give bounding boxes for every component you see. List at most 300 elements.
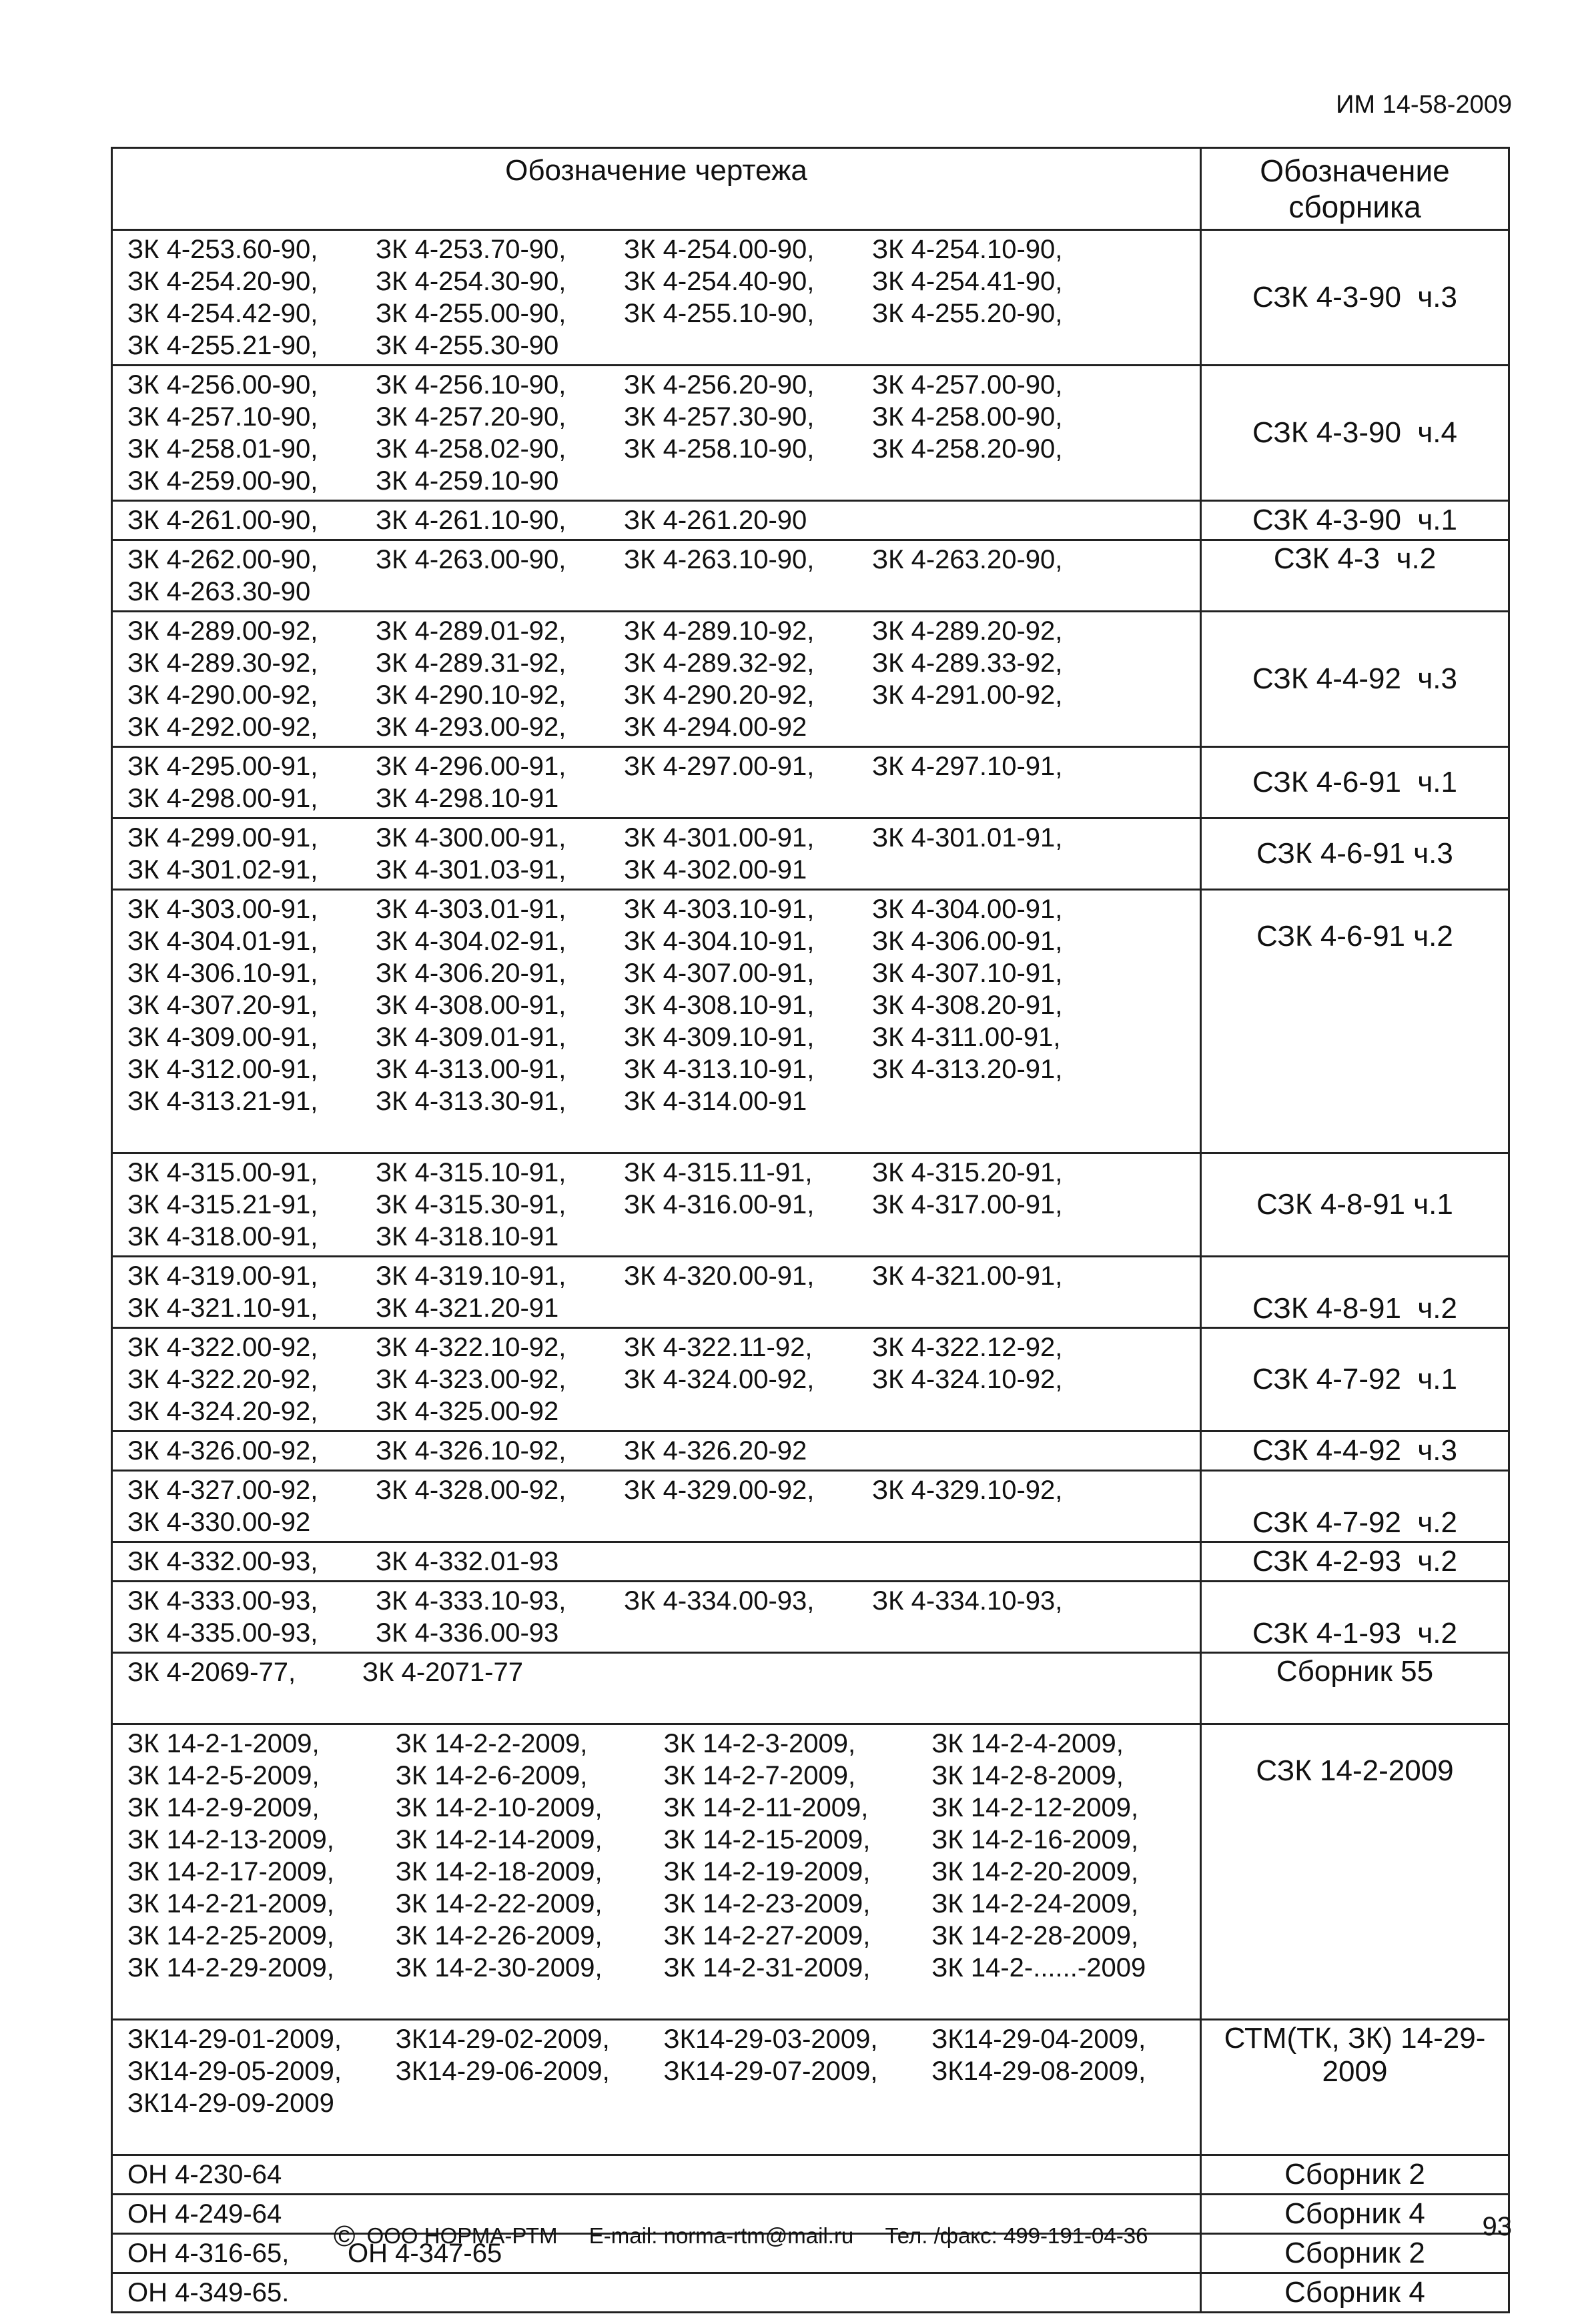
drawing-code: ОН 4-316-65, xyxy=(127,2239,290,2268)
table-row xyxy=(112,366,1509,501)
drawing-code: ЗК 4-313.10-91, xyxy=(624,1055,815,1084)
drawing-code: ЗК 4-258.10-90, xyxy=(624,434,815,464)
drawing-code: ЗК 14-2-2-2009, xyxy=(395,1729,588,1758)
drawing-code: ЗК 14-2-29-2009, xyxy=(127,1953,334,1982)
drawing-code: ЗК14-29-06-2009, xyxy=(395,2057,610,2086)
drawing-codes-cell xyxy=(112,2273,1201,2313)
drawing-code: ЗК 4-254.30-90, xyxy=(376,267,566,296)
drawing-code: ЗК 4-290.20-92, xyxy=(624,680,815,710)
footer-phone: Тел. /факс: 499-191-04-36 xyxy=(885,2223,1148,2248)
drawing-code: ЗК14-29-04-2009, xyxy=(931,2024,1146,2054)
drawing-code: ЗК 4-335.00-93, xyxy=(127,1618,318,1648)
drawing-codes-line xyxy=(127,330,1200,362)
drawing-code: ЗК 4-258.00-90, xyxy=(872,402,1063,432)
drawing-code: ЗК 4-319.00-91, xyxy=(127,1261,318,1291)
drawing-code: ЗК 4-2071-77 xyxy=(362,1658,523,1687)
drawing-code: ЗК 4-299.00-91, xyxy=(127,823,318,852)
table-header-row xyxy=(112,148,1509,230)
drawing-code: ЗК 4-322.10-92, xyxy=(376,1333,566,1362)
drawing-code: ЗК 4-259.10-90 xyxy=(376,466,559,496)
drawing-codes-line xyxy=(127,2119,1200,2151)
drawing-codes-cell xyxy=(112,1724,1201,2020)
collection-designation: СЗК 4-3-90 ч.1 xyxy=(1252,504,1457,536)
drawing-code: ЗК 4-298.00-91, xyxy=(127,784,318,813)
drawing-codes-line xyxy=(127,893,1200,925)
collection-designation: СЗК 4-3 ч.2 xyxy=(1273,542,1437,575)
collection-designation: СЗК 4-6-91 ч.2 xyxy=(1256,920,1453,953)
drawing-code: ЗК 4-321.20-91 xyxy=(376,1293,559,1323)
document-code: ИМ 14-58-2009 xyxy=(1336,91,1512,119)
drawing-codes-cell xyxy=(112,890,1201,1153)
collection-designation: СЗК 4-1-93 ч.2 xyxy=(1252,1617,1457,1650)
drawing-code: ЗК 4-315.10-91, xyxy=(376,1158,566,1187)
drawing-code: ЗК 14-2-8-2009, xyxy=(931,1761,1124,1790)
drawing-code: ЗК 4-289.00-92, xyxy=(127,616,318,646)
drawing-code: ЗК 4-306.10-91, xyxy=(127,959,318,988)
drawing-code: ЗК 4-307.00-91, xyxy=(624,959,815,988)
drawing-code: ЗК 4-308.00-91, xyxy=(376,991,566,1020)
drawing-codes-line xyxy=(127,2023,1200,2055)
table-row xyxy=(112,1328,1509,1431)
drawing-codes-cell xyxy=(112,230,1201,366)
drawing-codes-line xyxy=(127,1474,1200,1506)
collection-designation: СЗК 14-2-2009 xyxy=(1256,1754,1454,1787)
drawing-code: ЗК 4-258.02-90, xyxy=(376,434,566,464)
drawing-code: ЗК 14-2-10-2009, xyxy=(395,1793,603,1822)
drawing-code: ЗК 4-324.10-92, xyxy=(872,1365,1063,1394)
drawing-code: ЗК 4-255.30-90 xyxy=(376,331,559,360)
drawing-code: ЗК 4-315.20-91, xyxy=(872,1158,1063,1187)
drawing-code: ЗК 14-2-12-2009, xyxy=(931,1793,1139,1822)
collection-cell xyxy=(1201,1653,1509,1724)
drawing-codes-line xyxy=(127,1856,1200,1888)
drawing-code: ЗК 4-313.20-91, xyxy=(872,1055,1063,1084)
drawing-code: ЗК 4-311.00-91, xyxy=(872,1023,1061,1052)
drawing-code: ЗК 4-325.00-92 xyxy=(376,1397,559,1426)
table-row xyxy=(112,2273,1509,2313)
drawing-codes-line xyxy=(127,1085,1200,1117)
collection-designation: СЗК 4-7-92 ч.1 xyxy=(1252,1363,1457,1395)
table-row xyxy=(112,1471,1509,1542)
header-collection-designation: Обозначение сборника xyxy=(1201,148,1509,230)
drawings-table xyxy=(111,147,1510,2313)
drawing-codes-line xyxy=(127,298,1200,330)
drawing-codes-line xyxy=(127,1221,1200,1253)
drawing-code: ЗК 4-255.21-90, xyxy=(127,331,318,360)
drawing-codes-line xyxy=(127,576,1200,608)
drawing-code: ЗК 4-316.00-91, xyxy=(624,1190,815,1219)
table-row xyxy=(112,2155,1509,2195)
collection-cell xyxy=(1201,1542,1509,1582)
drawing-codes-cell xyxy=(112,1542,1201,1582)
drawing-code: ЗК 4-253.60-90, xyxy=(127,235,318,264)
table-row xyxy=(112,2020,1509,2155)
drawing-codes-cell xyxy=(112,2020,1201,2155)
collection-cell xyxy=(1201,1582,1509,1653)
drawing-code: ЗК 4-293.00-92, xyxy=(376,712,566,742)
drawing-code: ЗК 4-289.20-92, xyxy=(872,616,1063,646)
drawing-code: ЗК 4-318.10-91 xyxy=(376,1222,559,1251)
drawing-codes-line xyxy=(127,401,1200,433)
drawing-code: ЗК 4-322.20-92, xyxy=(127,1365,318,1394)
drawing-code: ЗК 4-332.01-93 xyxy=(376,1547,559,1576)
collection-designation: Сборник 2 xyxy=(1284,2158,1425,2191)
drawing-code: ЗК 4-290.00-92, xyxy=(127,680,318,710)
drawing-code: ЗК 14-2-14-2009, xyxy=(395,1825,603,1854)
collection-cell xyxy=(1201,540,1509,612)
collection-cell xyxy=(1201,2195,1509,2234)
drawing-code: ЗК 4-301.02-91, xyxy=(127,855,318,885)
drawing-code: ЗК 4-322.00-92, xyxy=(127,1333,318,1362)
drawing-code: ЗК 4-322.11-92, xyxy=(624,1333,813,1362)
drawing-codes-line xyxy=(127,750,1200,782)
drawing-codes-line xyxy=(127,233,1200,265)
table-row xyxy=(112,747,1509,818)
drawing-code: ЗК 4-301.03-91, xyxy=(376,855,566,885)
drawing-code: ЗК 14-2-18-2009, xyxy=(395,1857,603,1886)
collection-cell xyxy=(1201,2234,1509,2273)
collection-designation: СТМ(ТК, ЗК) 14-29-2009 xyxy=(1224,2022,1486,2088)
drawing-code: ЗК 4-304.01-91, xyxy=(127,927,318,956)
drawing-code: ЗК 4-297.10-91, xyxy=(872,752,1063,781)
drawing-code: ЗК 4-328.00-92, xyxy=(376,1476,566,1505)
drawing-code: ЗК 4-326.00-92, xyxy=(127,1436,318,1466)
drawing-code: ЗК 4-304.10-91, xyxy=(624,927,815,956)
drawing-code: ЗК 4-322.12-92, xyxy=(872,1333,1063,1362)
drawing-code: ЗК 4-263.20-90, xyxy=(872,545,1063,574)
drawing-code: ЗК 4-258.20-90, xyxy=(872,434,1063,464)
drawing-code: ЗК 4-315.11-91, xyxy=(624,1158,813,1187)
drawing-code: ЗК14-29-02-2009, xyxy=(395,2024,610,2054)
drawing-code: ЗК 4-308.20-91, xyxy=(872,991,1063,1020)
drawing-code: ЗК 14-2-7-2009, xyxy=(663,1761,856,1790)
drawing-code: ЗК 4-289.01-92, xyxy=(376,616,566,646)
collection-designation: Сборник 2 xyxy=(1284,2237,1425,2269)
drawing-code: ЗК 14-2-22-2009, xyxy=(395,1889,603,1918)
drawing-codes-cell xyxy=(112,540,1201,612)
drawing-codes-line xyxy=(127,1117,1200,1149)
copyright-icon: © xyxy=(334,2220,356,2253)
drawing-code: ЗК 4-303.01-91, xyxy=(376,895,566,924)
drawing-codes-line xyxy=(127,854,1200,886)
drawing-codes-line xyxy=(127,265,1200,298)
drawing-code: ЗК 14-2-31-2009, xyxy=(663,1953,871,1982)
drawing-code: ЗК 14-2-21-2009, xyxy=(127,1889,334,1918)
collection-cell xyxy=(1201,612,1509,747)
collection-cell xyxy=(1201,1471,1509,1542)
drawing-codes-line xyxy=(127,1688,1200,1720)
drawing-code: ЗК 4-297.00-91, xyxy=(624,752,815,781)
table-row xyxy=(112,1542,1509,1582)
collection-cell xyxy=(1201,366,1509,501)
collection-cell xyxy=(1201,1257,1509,1328)
collection-designation: СЗК 4-3-90 ч.4 xyxy=(1252,416,1457,449)
drawing-code: ЗК 4-308.10-91, xyxy=(624,991,815,1020)
drawing-code: ЗК 4-313.21-91, xyxy=(127,1087,318,1116)
drawing-code: ЗК 14-2-24-2009, xyxy=(931,1889,1139,1918)
drawing-code: ЗК 4-309.01-91, xyxy=(376,1023,566,1052)
drawing-code: ОН 4-349-65. xyxy=(127,2278,290,2307)
drawing-codes-cell xyxy=(112,366,1201,501)
table-row xyxy=(112,1431,1509,1471)
drawing-code: ЗК 4-309.10-91, xyxy=(624,1023,815,1052)
collection-cell xyxy=(1201,747,1509,818)
drawing-code: ЗК 4-307.20-91, xyxy=(127,991,318,1020)
drawing-code: ЗК 4-302.00-91 xyxy=(624,855,807,885)
drawing-code: ЗК 4-295.00-91, xyxy=(127,752,318,781)
drawing-code: ЗК 4-256.10-90, xyxy=(376,370,566,400)
drawing-codes-cell xyxy=(112,1582,1201,1653)
drawing-code: ЗК 4-257.10-90, xyxy=(127,402,318,432)
drawing-code: ЗК 14-2-1-2009, xyxy=(127,1729,320,1758)
collection-designation: СЗК 4-4-92 ч.3 xyxy=(1252,662,1457,695)
drawing-codes-cell xyxy=(112,1471,1201,1542)
collection-designation: СЗК 4-3-90 ч.3 xyxy=(1252,281,1457,314)
drawing-code: ЗК 4-263.30-90 xyxy=(127,577,311,606)
drawing-code: ЗК 4-300.00-91, xyxy=(376,823,566,852)
collection-designation: СЗК 4-7-92 ч.2 xyxy=(1252,1506,1457,1539)
drawing-code: ЗК 4-257.00-90, xyxy=(872,370,1063,400)
drawing-codes-line xyxy=(127,711,1200,743)
drawing-code: ЗК 4-256.20-90, xyxy=(624,370,815,400)
drawing-code: ЗК 4-332.00-93, xyxy=(127,1547,318,1576)
drawing-code: ЗК 4-255.20-90, xyxy=(872,299,1063,328)
drawing-code: ЗК 4-315.00-91, xyxy=(127,1158,318,1187)
drawing-code: ЗК 4-321.10-91, xyxy=(127,1293,318,1323)
drawing-code: ЗК 4-253.70-90, xyxy=(376,235,566,264)
drawing-code: ЗК 4-324.20-92, xyxy=(127,1397,318,1426)
drawing-codes-cell xyxy=(112,1431,1201,1471)
table-row xyxy=(112,890,1509,1153)
drawing-code: ЗК 14-2-30-2009, xyxy=(395,1953,603,1982)
table-body xyxy=(112,230,1509,2313)
drawing-codes-line xyxy=(127,1585,1200,1617)
drawing-code: ЗК 4-254.40-90, xyxy=(624,267,815,296)
drawing-code: ЗК 4-254.10-90, xyxy=(872,235,1063,264)
drawing-codes-line xyxy=(127,1260,1200,1292)
footer-company: ООО НОРМА-РТМ xyxy=(366,2223,558,2248)
drawing-codes-line xyxy=(127,1760,1200,1792)
drawing-codes-line xyxy=(127,1435,1200,1467)
drawing-code: ЗК 4-307.10-91, xyxy=(872,959,1063,988)
collection-designation: СЗК 4-8-91 ч.2 xyxy=(1252,1292,1457,1325)
drawing-codes-line xyxy=(127,544,1200,576)
drawing-code: ЗК 14-2-4-2009, xyxy=(931,1729,1124,1758)
drawing-code: ЗК 4-292.00-92, xyxy=(127,712,318,742)
drawing-codes-line xyxy=(127,2159,1200,2191)
drawing-code: ЗК 4-321.00-91, xyxy=(872,1261,1063,1291)
drawing-code: ЗК 14-2-26-2009, xyxy=(395,1921,603,1950)
drawing-code: ЗК 4-313.30-91, xyxy=(376,1087,566,1116)
collection-designation: Сборник 4 xyxy=(1284,2276,1425,2309)
drawing-code: ЗК 4-259.00-90, xyxy=(127,466,318,496)
drawing-code: ЗК 4-296.00-91, xyxy=(376,752,566,781)
drawing-codes-line xyxy=(127,1546,1200,1578)
collection-cell xyxy=(1201,1724,1509,2020)
drawing-codes-line xyxy=(127,989,1200,1021)
drawing-codes-cell xyxy=(112,1653,1201,1724)
drawing-code: ЗК 4-263.00-90, xyxy=(376,545,566,574)
drawing-code: ЗК 4-289.31-92, xyxy=(376,648,566,678)
collection-designation: Сборник 4 xyxy=(1284,2197,1425,2230)
drawing-codes-line xyxy=(127,1157,1200,1189)
drawing-code: ЗК 14-2-15-2009, xyxy=(663,1825,871,1854)
drawing-code: ОН 4-347-65 xyxy=(348,2239,502,2268)
table-row xyxy=(112,230,1509,366)
table-row xyxy=(112,1257,1509,1328)
drawing-code: ЗК 4-330.00-92 xyxy=(127,1508,311,1537)
drawing-code: ЗК 4-313.00-91, xyxy=(376,1055,566,1084)
drawing-code: ЗК 4-309.00-91, xyxy=(127,1023,318,1052)
drawing-codes-line xyxy=(127,1292,1200,1324)
drawing-codes-line xyxy=(127,1189,1200,1221)
drawing-code: ЗК 4-303.10-91, xyxy=(624,895,815,924)
drawing-code: ЗК 4-326.20-92 xyxy=(624,1436,807,1466)
drawing-code: ЗК 4-254.00-90, xyxy=(624,235,815,264)
drawing-code: ЗК 4-254.20-90, xyxy=(127,267,318,296)
collection-cell xyxy=(1201,2020,1509,2155)
drawing-code: ЗК 4-304.00-91, xyxy=(872,895,1063,924)
drawing-code: ЗК 4-326.10-92, xyxy=(376,1436,566,1466)
drawing-codes-line xyxy=(127,925,1200,957)
drawing-code: ЗК 4-317.00-91, xyxy=(872,1190,1063,1219)
drawing-code: ЗК 14-2-5-2009, xyxy=(127,1761,320,1790)
collection-cell xyxy=(1201,1431,1509,1471)
drawing-codes-line xyxy=(127,647,1200,679)
collection-designation: СЗК 4-6-91 ч.1 xyxy=(1252,766,1457,798)
table-row xyxy=(112,1582,1509,1653)
drawing-code: ЗК 14-2-20-2009, xyxy=(931,1857,1139,1886)
collection-cell xyxy=(1201,2273,1509,2313)
drawing-code: ЗК 14-2-19-2009, xyxy=(663,1857,871,1886)
drawing-code: ЗК 4-258.01-90, xyxy=(127,434,318,464)
collection-designation: СЗК 4-4-92 ч.3 xyxy=(1252,1434,1457,1467)
drawing-code: ЗК 14-2-25-2009, xyxy=(127,1921,334,1950)
drawing-code: ЗК 4-334.00-93, xyxy=(624,1586,815,1616)
drawing-codes-line xyxy=(127,1984,1200,2016)
drawing-codes-line xyxy=(127,1053,1200,1085)
drawing-codes-cell xyxy=(112,501,1201,540)
drawing-codes-cell xyxy=(112,747,1201,818)
drawing-codes-line xyxy=(127,1395,1200,1427)
table-row xyxy=(112,540,1509,612)
drawing-code: ЗК 4-334.10-93, xyxy=(872,1586,1063,1616)
drawing-codes-line xyxy=(127,957,1200,989)
drawing-code: ЗК14-29-08-2009, xyxy=(931,2057,1146,2086)
drawing-codes-cell xyxy=(112,818,1201,890)
drawing-code: ЗК 14-2-3-2009, xyxy=(663,1729,856,1758)
drawing-codes-line xyxy=(127,433,1200,465)
collection-cell xyxy=(1201,890,1509,1153)
drawing-code: ЗК 4-304.02-91, xyxy=(376,927,566,956)
drawing-code: ЗК14-29-05-2009, xyxy=(127,2057,342,2086)
drawing-codes-line xyxy=(127,1952,1200,1984)
drawing-code: ЗК14-29-01-2009, xyxy=(127,2024,342,2054)
drawing-code: ЗК 14-2-17-2009, xyxy=(127,1857,334,1886)
drawing-code: ЗК 4-333.10-93, xyxy=(376,1586,566,1616)
drawing-codes-line xyxy=(127,615,1200,647)
collection-cell xyxy=(1201,1328,1509,1431)
drawing-code: ЗК 4-319.10-91, xyxy=(376,1261,566,1291)
drawing-codes-cell xyxy=(112,612,1201,747)
drawing-code: ЗК 4-315.21-91, xyxy=(127,1190,318,1219)
drawing-code: ЗК 4-291.00-92, xyxy=(872,680,1063,710)
drawing-code: ЗК 14-2-16-2009, xyxy=(931,1825,1139,1854)
drawing-code: ЗК 4-294.00-92 xyxy=(624,712,807,742)
drawing-code: ЗК 4-336.00-93 xyxy=(376,1618,559,1648)
table-row xyxy=(112,1724,1509,2020)
table-row xyxy=(112,1153,1509,1257)
drawing-code: ЗК 4-261.10-90, xyxy=(376,506,566,535)
drawing-code: ЗК 4-261.00-90, xyxy=(127,506,318,535)
collection-cell xyxy=(1201,2155,1509,2195)
collection-cell xyxy=(1201,501,1509,540)
drawing-code: ЗК 4-327.00-92, xyxy=(127,1476,318,1505)
drawing-codes-cell xyxy=(112,1328,1201,1431)
drawing-code: ЗК 14-2-23-2009, xyxy=(663,1889,871,1918)
collection-designation: СЗК 4-2-93 ч.2 xyxy=(1252,1545,1457,1578)
drawing-code: ЗК14-29-03-2009, xyxy=(663,2024,878,2054)
drawing-code: ЗК 4-257.30-90, xyxy=(624,402,815,432)
page-footer xyxy=(334,2220,1148,2253)
drawing-codes-line xyxy=(127,2277,1200,2309)
drawing-code: ЗК 4-289.33-92, xyxy=(872,648,1063,678)
drawing-code: ЗК 4-329.00-92, xyxy=(624,1476,815,1505)
drawing-code: ЗК 4-324.00-92, xyxy=(624,1365,815,1394)
drawing-codes-line xyxy=(127,679,1200,711)
collection-cell xyxy=(1201,1153,1509,1257)
drawing-code: ЗК 4-315.30-91, xyxy=(376,1190,566,1219)
drawing-code: ОН 4-249-64 xyxy=(127,2199,282,2229)
drawing-codes-line xyxy=(127,1363,1200,1395)
drawing-code: ЗК 4-318.00-91, xyxy=(127,1222,318,1251)
drawing-code: ЗК 14-2-......-2009 xyxy=(931,1953,1146,1982)
drawing-codes-line xyxy=(127,822,1200,854)
collection-designation: Сборник 55 xyxy=(1276,1655,1434,1688)
drawing-code: ЗК 4-263.10-90, xyxy=(624,545,815,574)
drawing-code: ЗК 14-2-13-2009, xyxy=(127,1825,334,1854)
drawing-codes-line xyxy=(127,1617,1200,1649)
drawing-code: ЗК 4-255.10-90, xyxy=(624,299,815,328)
drawing-codes-line xyxy=(127,1888,1200,1920)
drawing-code: ЗК 14-2-6-2009, xyxy=(395,1761,588,1790)
drawing-codes-line xyxy=(127,465,1200,497)
drawing-codes-line xyxy=(127,1331,1200,1363)
drawing-code: ЗК 4-254.41-90, xyxy=(872,267,1063,296)
drawing-code: ЗК 4-289.30-92, xyxy=(127,648,318,678)
drawing-code: ЗК 4-298.10-91 xyxy=(376,784,559,813)
drawing-code: ЗК 4-262.00-90, xyxy=(127,545,318,574)
drawing-code: ЗК 4-320.00-91, xyxy=(624,1261,815,1291)
drawing-code: ЗК 14-2-11-2009, xyxy=(663,1793,869,1822)
drawing-code: ЗК 4-314.00-91 xyxy=(624,1087,807,1116)
drawing-codes-line xyxy=(127,504,1200,536)
drawing-code: ЗК 14-2-9-2009, xyxy=(127,1793,320,1822)
drawing-codes-line xyxy=(127,2055,1200,2087)
drawing-code: ЗК 4-261.20-90 xyxy=(624,506,807,535)
header-drawing-designation: Обозначение чертежа xyxy=(112,148,1201,230)
drawing-code: ЗК 4-329.10-92, xyxy=(872,1476,1063,1505)
drawing-codes-line xyxy=(127,2087,1200,2119)
drawing-code: ЗК 4-333.00-93, xyxy=(127,1586,318,1616)
table-row xyxy=(112,612,1509,747)
collection-designation: СЗК 4-6-91 ч.3 xyxy=(1256,837,1453,870)
drawing-code: ЗК 4-306.00-91, xyxy=(872,927,1063,956)
drawing-code: ЗК 14-2-27-2009, xyxy=(663,1921,871,1950)
drawing-codes-line xyxy=(127,1824,1200,1856)
drawing-codes-line xyxy=(127,1728,1200,1760)
drawing-code: ЗК 4-290.10-92, xyxy=(376,680,566,710)
